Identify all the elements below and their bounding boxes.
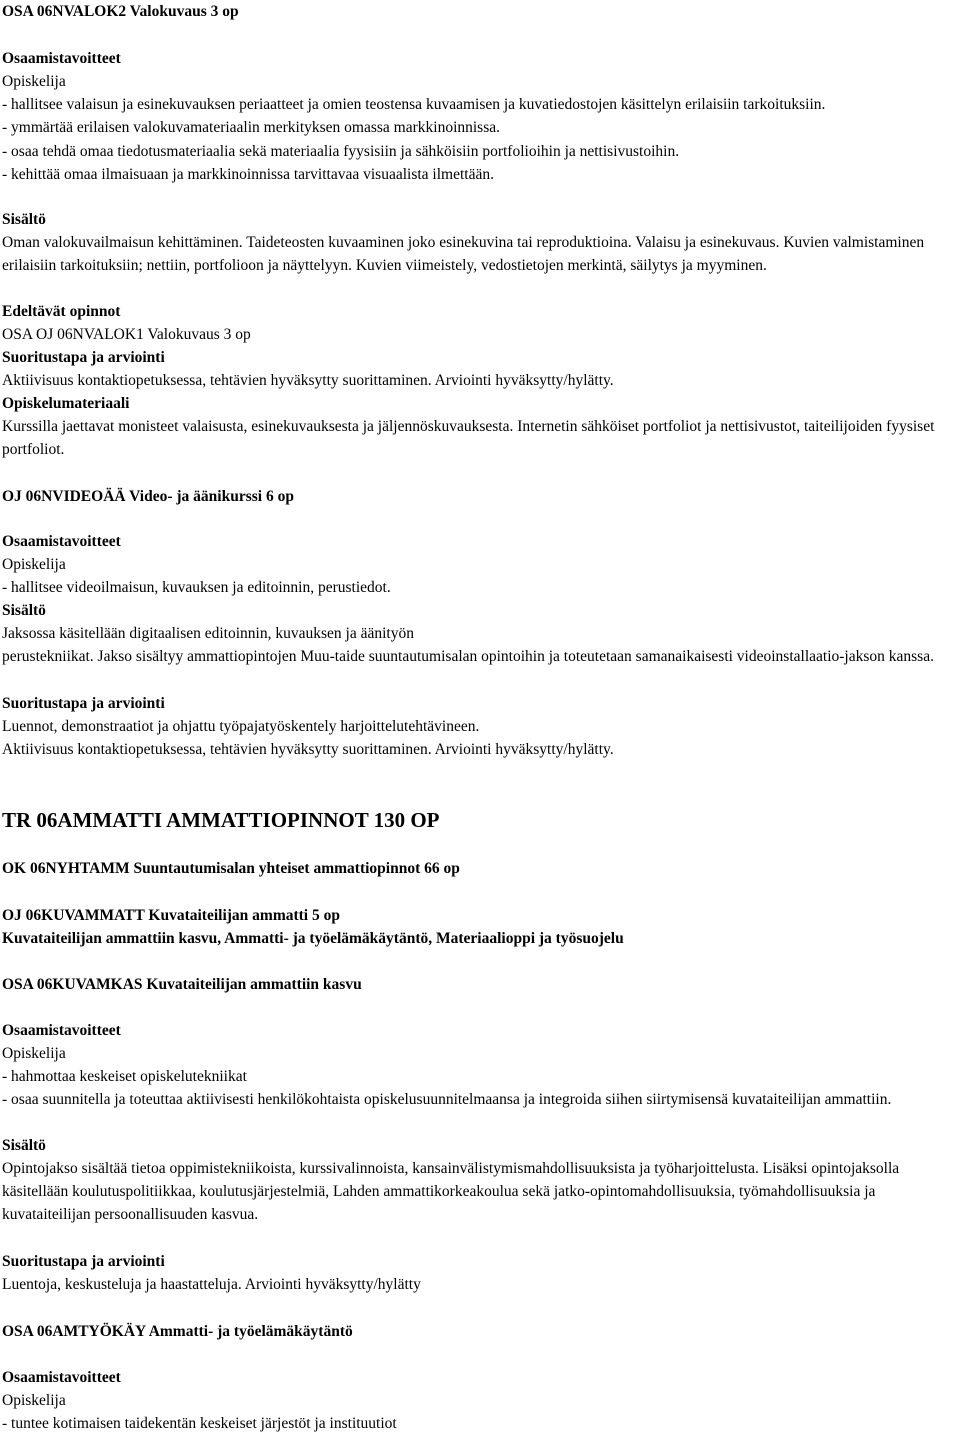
text-block xyxy=(2,1157,952,1227)
text-line: OSA OJ 06NVALOK1 Valokuvaus 3 op xyxy=(2,326,251,343)
text-line: - osaa tehdä omaa tiedotusmateriaalia sekä materiaalia fyysisiin ja sähköisiin portfolioihin ja nettisivustoihin. xyxy=(2,142,680,160)
section-heading xyxy=(2,1320,952,1343)
text-line: Opiskelija xyxy=(2,1392,66,1409)
text-block xyxy=(2,323,952,346)
text-line: Suoritustapa ja arviointi xyxy=(2,349,165,366)
text-line: OJ 06NVIDEOÄÄ Video- ja äänikurssi 6 op xyxy=(2,488,294,505)
section-heading xyxy=(2,346,952,369)
text-block xyxy=(2,553,952,599)
text-line: Osaamistavoitteet xyxy=(2,1369,121,1386)
section-heading xyxy=(2,692,952,715)
section-heading xyxy=(2,806,952,834)
section-heading xyxy=(2,0,952,23)
text-line: - osaa suunnitella ja toteuttaa aktiivisesti henkilökohtaista opiskelusuunnitelmaansa ja integroida siihen siirtymisensä kuvataiteilijan ammattiin. xyxy=(2,1091,892,1109)
text-block xyxy=(2,415,952,461)
section-heading xyxy=(2,47,952,70)
text-line: perustekniikat. Jakso sisältyy ammattiopintojen Muu-taide suuntautumisalan opintoihin ja toteutetaan samanaikaisesti videoinstallaatio-jakson kanssa. xyxy=(2,648,934,666)
text-block xyxy=(2,622,952,668)
section-heading xyxy=(2,1366,952,1389)
section-heading xyxy=(2,530,952,553)
text-line: Aktiivisuus kontaktiopetuksessa, tehtävien hyväksytty suorittaminen. Arviointi hyväksytty/hylätty. xyxy=(2,741,614,759)
text-line: Sisältö xyxy=(2,211,46,228)
text-line: Osaamistavoitteet xyxy=(2,50,121,67)
text-line: Oman valokuvailmaisun kehittäminen. Taideteosten kuvaaminen joko esinekuvina tai reproduktioina. Valaisu ja esinekuvaus. Kuvien valmistaminen erilaisiin tarkoituksiin; nettiin, portfolioon ja näyttelyyn. Kuvien viimeistely, vedostietojen merkintä, säilytys ja myyminen. xyxy=(2,234,925,275)
text-block xyxy=(2,1273,952,1296)
text-line: - tuntee kotimaisen taidekentän keskeiset järjestöt ja instituutiot xyxy=(2,1415,397,1433)
text-line: Edeltävät opinnot xyxy=(2,303,121,320)
text-line: Opiskelija xyxy=(2,1045,66,1062)
text-line: Aktiivisuus kontaktiopetuksessa, tehtävien hyväksytty suorittaminen. Arviointi hyväksytty/hylätty. xyxy=(2,372,614,389)
text-line: Luentoja, keskusteluja ja haastatteluja. Arviointi hyväksytty/hylätty xyxy=(2,1276,421,1293)
text-line: OK 06NYHTAMM Suuntautumisalan yhteiset ammattiopinnot 66 op xyxy=(2,860,460,877)
text-line: Opiskelija xyxy=(2,73,66,90)
text-line: - hahmottaa keskeiset opiskelutekniikat xyxy=(2,1068,247,1086)
text-line: Opiskelumateriaali xyxy=(2,395,130,412)
text-line: Osaamistavoitteet xyxy=(2,1022,121,1039)
text-line: Suoritustapa ja arviointi xyxy=(2,695,165,712)
section-heading xyxy=(2,599,952,622)
text-block xyxy=(2,231,952,277)
text-line: - ymmärtää erilaisen valokuvamateriaalin merkityksen omassa markkinoinnissa. xyxy=(2,119,500,137)
section-heading xyxy=(2,904,952,950)
text-line: Opintojakso sisältää tietoa oppimistekniikoista, kurssivalinnoista, kansainvälistymismahdollisuuksista ja työharjoittelusta. Lisäksi opintojaksolla käsitellään koulutuspolitiikkaa, koulutusjärjestelmiä, Lahden ammattikorkeakoulua sekä jatko-opintomahdollisuuksia, työmahdollisuuksia ja kuvataiteilijan persoonallisuuden kasvua. xyxy=(2,1160,900,1224)
text-line: - hallitsee videoilmaisun, kuvauksen ja editoinnin, perustiedot. xyxy=(2,579,391,597)
text-line: Opiskelija xyxy=(2,556,66,573)
section-heading xyxy=(2,1250,952,1273)
text-line: OJ 06KUVAMMATT Kuvataiteilijan ammatti 5 op xyxy=(2,907,340,924)
text-line: OSA 06KUVAMKAS Kuvataiteilijan ammattiin kasvu xyxy=(2,976,362,993)
text-line: TR 06AMMATTI AMMATTIOPINNOT 130 OP xyxy=(2,808,440,832)
text-block xyxy=(2,369,952,392)
section-heading xyxy=(2,973,952,996)
section-heading xyxy=(2,857,952,880)
section-heading xyxy=(2,1019,952,1042)
text-line: Kuvataiteilijan ammattiin kasvu, Ammatti- ja työelämäkäytäntö, Materiaalioppi ja työsuojelu xyxy=(2,930,624,948)
text-line: Jaksossa käsitellään digitaalisen editoinnin, kuvauksen ja äänityön xyxy=(2,625,414,642)
section-heading xyxy=(2,300,952,323)
section-heading xyxy=(2,485,952,508)
text-block xyxy=(2,715,952,761)
text-line: Osaamistavoitteet xyxy=(2,533,121,550)
text-block xyxy=(2,1389,952,1434)
section-heading xyxy=(2,392,952,415)
text-line: OSA 06NVALOK2 Valokuvaus 3 op xyxy=(2,3,239,20)
text-line: Luennot, demonstraatiot ja ohjattu työpajatyöskentely harjoittelutehtävineen. xyxy=(2,718,480,735)
text-line: Kurssilla jaettavat monisteet valaisusta, esinekuvauksesta ja jäljennöskuvauksesta. Internetin sähköiset portfoliot ja nettisivustot, taiteilijoiden fyysiset portfoliot. xyxy=(2,418,935,459)
text-line: Suoritustapa ja arviointi xyxy=(2,1253,165,1270)
text-line: Sisältö xyxy=(2,602,46,619)
text-line: - hallitsee valaisun ja esinekuvauksen periaatteet ja omien teostensa kuvaamisen ja kuvatiedostojen käsittelyn erilaisiin tarkoituksiin. xyxy=(2,96,826,114)
text-line: OSA 06AMTYÖKÄY Ammatti- ja työelämäkäytäntö xyxy=(2,1323,353,1340)
text-line: Sisältö xyxy=(2,1137,46,1154)
text-line: - kehittää omaa ilmaisuaan ja markkinoinnissa tarvittavaa visuaalista ilmettään. xyxy=(2,165,494,183)
section-heading xyxy=(2,1134,952,1157)
text-block xyxy=(2,1042,952,1112)
text-block xyxy=(2,70,952,186)
section-heading xyxy=(2,208,952,231)
